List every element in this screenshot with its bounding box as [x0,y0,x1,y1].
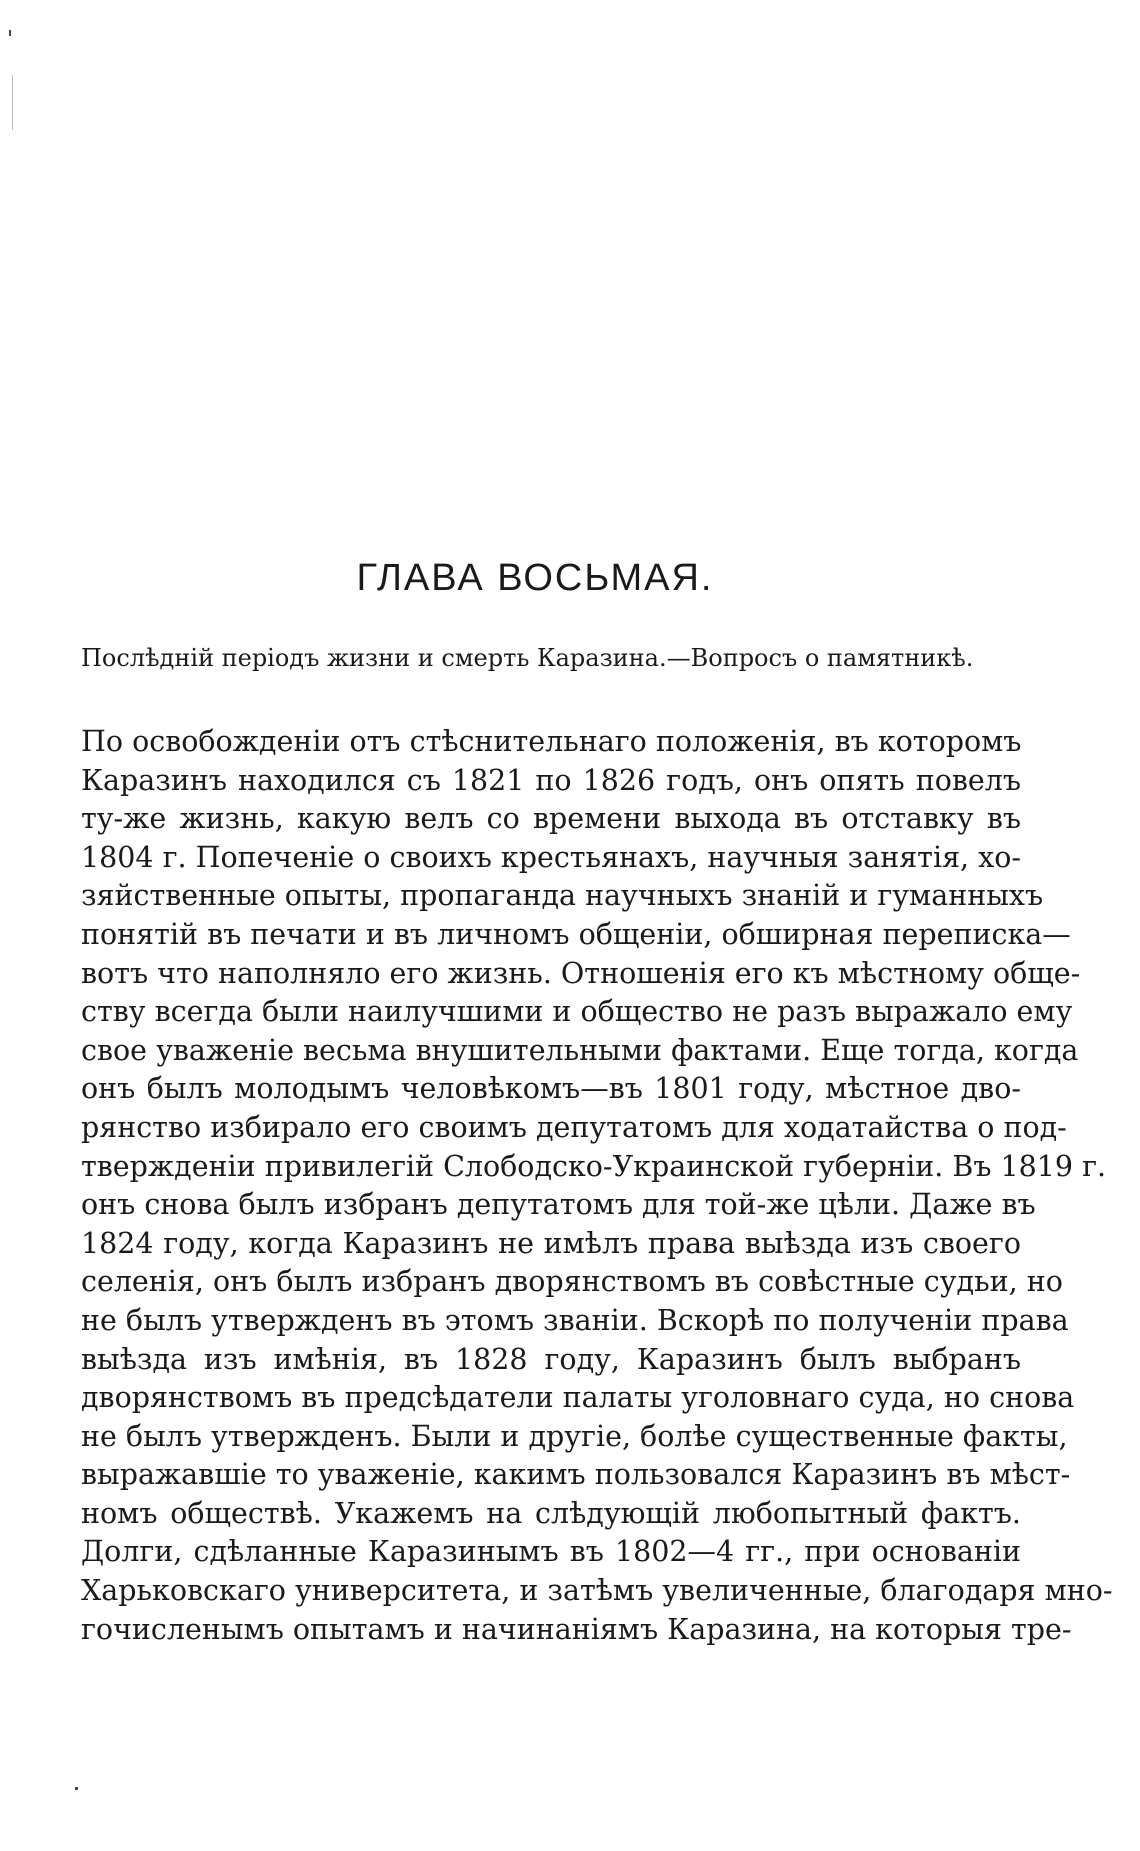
scan-artifact-top [9,30,11,36]
text-line: Харьковскаго университета, и затѣмъ увеличенные, благодаря мно- [81,1574,1113,1608]
text-line: не былъ утвержденъ. Были и другіе, болѣе существенные факты, [81,1419,1068,1453]
chapter-title: ГЛАВА ВОСЬМАЯ. [356,557,714,599]
text-line: зяйственные опыты, пропаганда научныхъ знаній и гуманныхъ [81,879,1044,913]
text-line: 1804 г. Попеченіе о своихъ крестьянахъ, научныя занятія, хо- [81,840,1022,874]
text-line: онъ былъ молодымъ человѣкомъ—въ 1801 году, мѣстное дво- [81,1072,1021,1106]
text-line: селенія, онъ былъ избранъ дворянствомъ въ совѣстные судьи, но [81,1265,1063,1299]
text-line: понятій въ печати и въ личномъ общеніи, обширная переписка— [81,917,1071,951]
text-line: ству всегда были наилучшими и общество не разъ выражало ему [81,995,1073,1029]
body-text [81,723,1113,1649]
text-line: рянство избирало его своимъ депутатомъ для ходатайства о под- [81,1110,1067,1144]
scan-artifact-margin [12,75,13,130]
text-line: твержденіи привилегій Слободско-Украинской губерніи. Въ 1819 г. [81,1149,1107,1183]
text-line: номъ обществѣ. Укажемъ на слѣдующій любопытный фактъ. [81,1496,1021,1530]
text-line: дворянствомъ въ предсѣдатели палаты уголовнаго суда, но снова [81,1381,1075,1415]
text-line: выражавшіе то уваженіе, какимъ пользовался Каразинъ въ мѣст- [81,1458,1071,1492]
chapter-subtitle: Послѣдній періодъ жизни и смерть Каразина.—Вопросъ о памятникѣ. [81,644,974,672]
text-line: гочисленымъ опытамъ и начинаніямъ Каразина, на которыя тре- [81,1612,1072,1646]
text-line: ту-же жизнь, какую велъ со времени выхода въ отставку въ [81,802,1021,836]
text-line: не былъ утвержденъ въ этомъ званіи. Вскорѣ по полученіи права [81,1303,1069,1337]
text-line: онъ снова былъ избранъ депутатомъ для той-же цѣли. Даже въ [81,1188,1036,1222]
scan-artifact-dot [75,1787,78,1790]
text-line: 1824 году, когда Каразинъ не имѣлъ права выѣзда изъ своего [81,1226,1021,1260]
text-line: По освобожденіи отъ стѣснительнаго положенія, въ которомъ [81,725,1022,758]
text-line: выѣзда изъ имѣнія, въ 1828 году, Каразинъ былъ выбранъ [81,1342,1021,1376]
text-line: свое уваженіе весьма внушительными фактами. Еще тогда, когда [81,1033,1079,1067]
text-line: Каразинъ находился съ 1821 по 1826 годъ, онъ опять повелъ [81,763,1021,797]
text-line: вотъ что наполняло его жизнь. Отношенія его къ мѣстному обще- [81,956,1081,990]
text-line: Долги, сдѣланные Каразинымъ въ 1802—4 гг., при основаніи [81,1535,1021,1569]
